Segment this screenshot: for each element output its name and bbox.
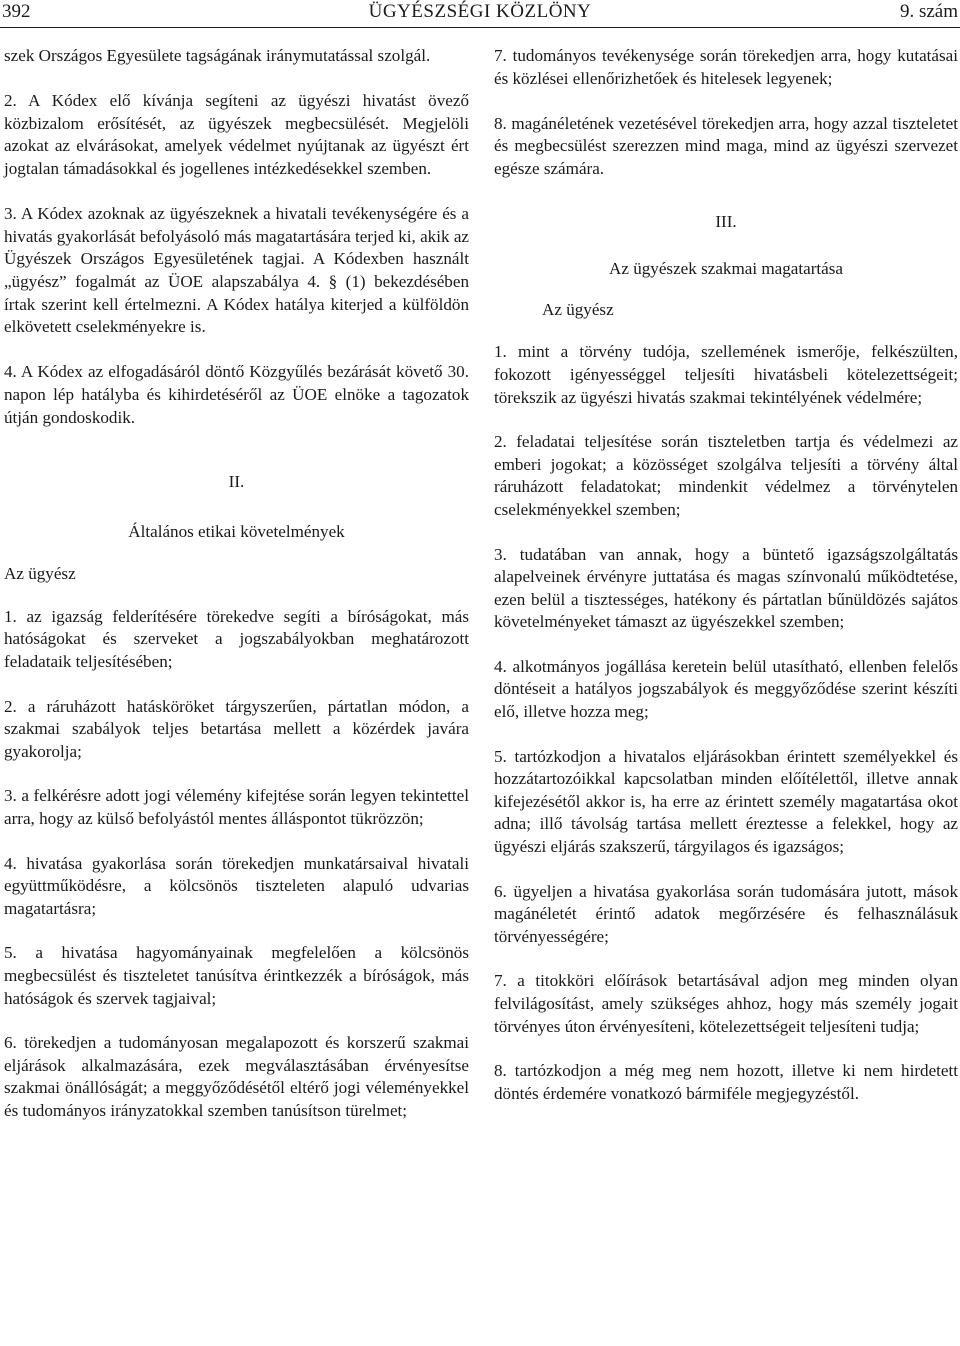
journal-title: ÜGYÉSZSÉGI KÖZLÖNY	[368, 1, 592, 22]
section-ii	[4, 471, 469, 586]
left-column	[4, 45, 469, 1145]
paragraph: 4. A Kódex az elfogadásáról döntő Közgyűlés bezárását követő 30. napon lép hatályba és kihirdetéséről az ÜOE elnöke a tagozatok útján gondoskodik.	[4, 362, 469, 427]
section-number: III.	[715, 211, 737, 231]
paragraph: 2. A Kódex elő kívánja segíteni az ügyészi hivatást övező közbizalom erősítését, az ügyészek megbecsülését. Megjelöli azokat az elvárásokat, amelyek védelmet nyújtanak az ügyészt ért jogtalan támadásokkal és jogellenes intézkedésekkel szemben.	[4, 91, 469, 178]
paragraph: szek Országos Egyesülete tagságának iránymutatással szolgál.	[4, 46, 431, 65]
list-item: 5. a hivatása hagyományainak megfelelően a kölcsönös megbecsülést és tiszteletet tanúsítva érintkezzék a bíróságok, más hatóságok és szervek tagjaival;	[4, 943, 469, 1008]
list-item: 3. tudatában van annak, hogy a büntető igazságszolgáltatás alapelveinek érvényre juttatása és magas színvonalú működtetése, ezen belül a tisztességes, hatékony és pártatlan bűnüldözés sajátos követelményeket támaszt az ügyészekkel szemben;	[494, 544, 958, 632]
list-item: 1. az igazság felderítésére törekedve segíti a bíróságokat, más hatóságokat és szerveket a jogszabályokban meghatározott feladataik teljesítésében;	[4, 606, 469, 672]
list-item: 7. tudományos tevékenysége során törekedjen arra, hogy kutatásai és közlései ellenőrizhetőek és hitelesek legyenek;	[494, 46, 958, 88]
list-item: 5. tartózkodjon a hivatalos eljárásokban érintett személyekkel és hozzátartozóikkal kapcsolatban minden előítélettől, illetve annak kifejezésétől akkor is, ha erre az érintett személy magatartása okot adna; illő távolság tartása mellett éreztesse a felekkel, hogy az ügyészi eljárás szakszerű, tárgyilagos és igazságos;	[494, 746, 958, 857]
list-item: 2. a ráruházott hatásköröket tárgyszerűen, pártatlan módon, a szakmai szabályok teljes betartása mellett a közérdek javára gyakorolja;	[4, 696, 469, 761]
right-column	[494, 45, 958, 1127]
section-subject: Az ügyész	[4, 564, 76, 584]
section-title: Általános etikai követelmények	[128, 521, 345, 541]
section-title: Az ügyészek szakmai magatartása	[609, 259, 843, 279]
list-item: 8. magánéletének vezetésével törekedjen arra, hogy azzal tiszteletet és megbecsülést szerezzen mind maga, mind az ügyészi szervezet egésze számára.	[494, 113, 958, 178]
page-number: 392	[2, 1, 31, 22]
section-number: II.	[228, 472, 245, 492]
section-subject: Az ügyész	[542, 299, 614, 319]
issue-number: 9. szám	[899, 1, 958, 22]
list-item: 8. tartózkodjon a még meg nem hozott, illetve ki nem hirdetett döntés érdemére vonatkozó bármiféle megjegyzéstől.	[494, 1061, 958, 1103]
list-item: 3. a felkérésre adott jogi vélemény kifejtése során legyen tekintettel arra, hogy az külső befolyástól mentes álláspontot tükrözzön;	[4, 786, 469, 829]
list-item: 1. mint a törvény tudója, szellemének ismerője, felkészülten, fokozott igényességgel teljesíti hivatásbeli kötelezettségeit; törekszik az ügyészi hivatás szakmai tekintélyének védelmére;	[494, 342, 958, 407]
list-item: 4. hivatása gyakorlása során törekedjen munkatársaival hivatali együttműködésre, a kölcsönös tiszteleten alapuló udvarias magatartásra;	[4, 853, 469, 918]
list-item: 7. a titokköri előírások betartásával adjon meg minden olyan felvilágosítást, amely szükséges ahhoz, hogy más személy jogait törvényes úton érvényesíteni, kötelezettségeit teljesíteni tudja;	[494, 971, 958, 1036]
list-item: 6. törekedjen a tudományosan megalapozott és korszerű szakmai eljárások alkalmazására, ezek megválasztásában érvényesítse szakmai önállóságát; a meggyőződésétől eltérő jogi véleményekkel és tudományos irányzatokkal szemben tanúsítson türelmet;	[4, 1033, 469, 1120]
list-item: 6. ügyeljen a hivatása gyakorlása során tudomására jutott, mások magánéletét érintő adatok megőrzésére és felhasználásuk törvényességére;	[494, 881, 958, 946]
page-header	[0, 0, 960, 28]
section-iii	[494, 211, 958, 322]
list-item: 2. feladatai teljesítése során tiszteletben tartja és védelmezi az emberi jogokat; a közösséget szolgálva teljesíti a törvény által ráruházott feladatokat; mindenkit védelmez a törvénytelen cselekményekkel szemben;	[494, 432, 958, 519]
paragraph: 3. A Kódex azoknak az ügyészeknek a hivatali tevékenységére és a hivatás gyakorlását befolyásoló más magatartására terjed ki, akik az Ügyészek Országos Egyesületének tagjai. A Kódexben használt „ügyész” fogalmát az ÜOE alapszabálya 4. § (1) bekezdésében írtak szerint kell értelmezni. A Kódex hatálya kiterjed a külföldön elkövetett cselekményekre is.	[4, 204, 469, 337]
list-item: 4. alkotmányos jogállása keretein belül utasítható, ellenben felelős döntéseit a hatályos jogszabályok és meggyőződése szerint készíti elő, illetve hozza meg;	[494, 656, 958, 722]
